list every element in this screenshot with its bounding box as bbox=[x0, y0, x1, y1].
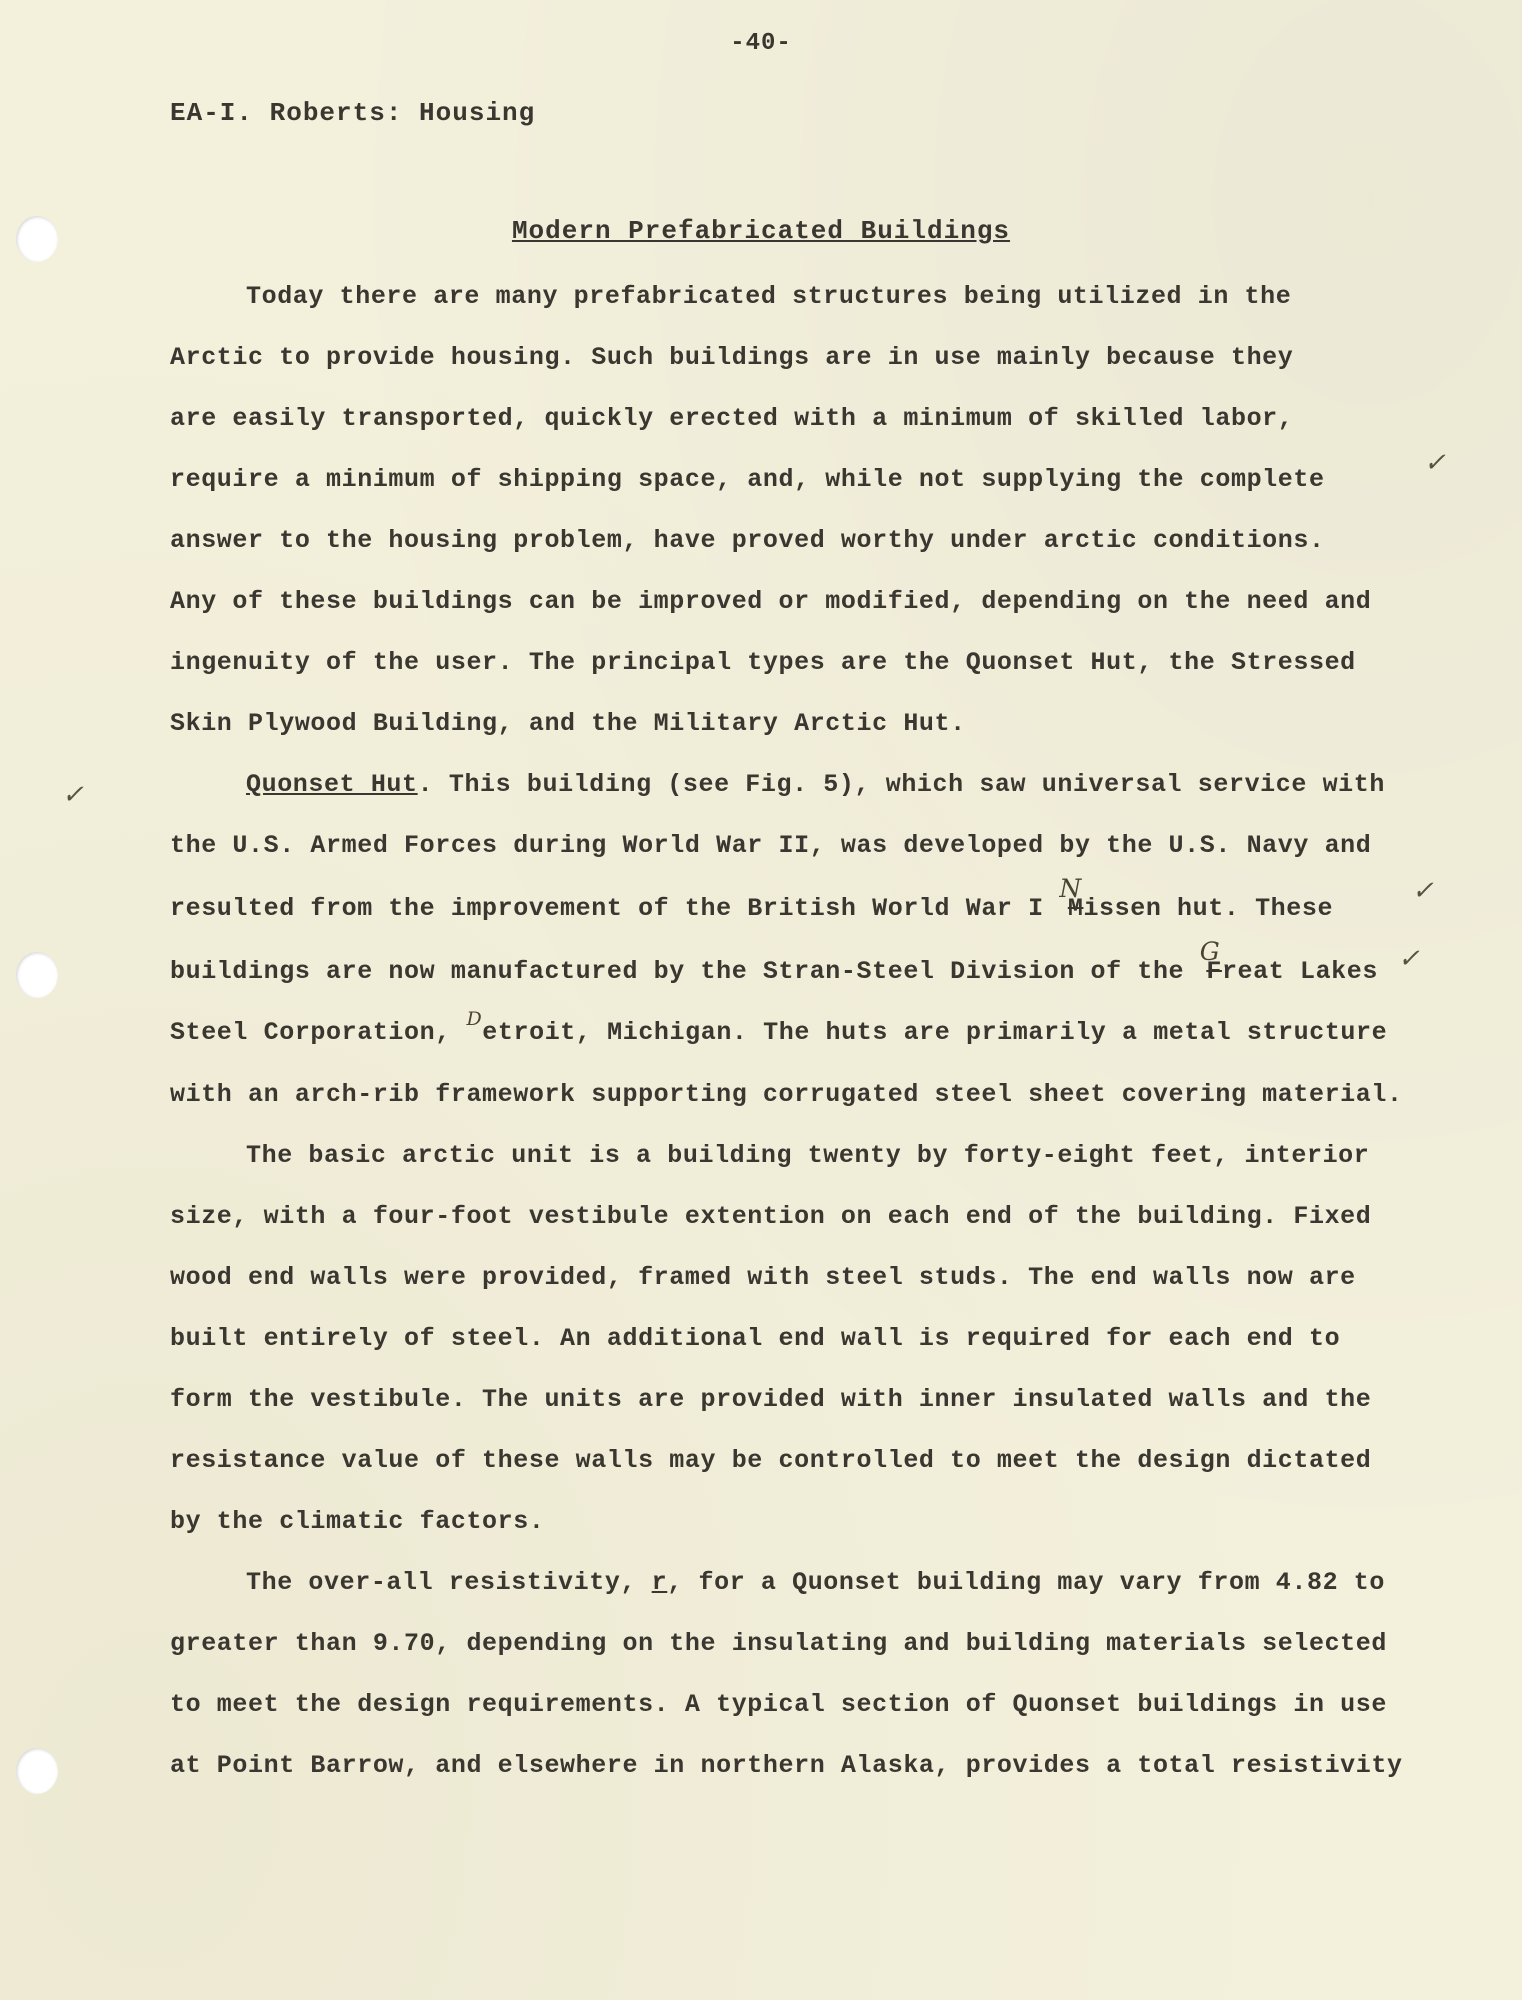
punch-hole bbox=[16, 952, 58, 998]
text-line: size, with a four-foot vestibule extention on each end of the building. Fixed bbox=[170, 1202, 1372, 1231]
paragraph bbox=[170, 266, 1380, 754]
check-mark-icon: ✓ bbox=[1412, 876, 1434, 906]
text-line: resistance value of these walls may be controlled to meet the design dictated bbox=[170, 1446, 1372, 1475]
handwritten-correction: D bbox=[466, 1008, 483, 1030]
text-line: The basic arctic unit is a building twenty by forty-eight feet, interior bbox=[246, 1141, 1370, 1170]
text-line: by the climatic factors. bbox=[170, 1507, 545, 1536]
text-line: require a minimum of shipping space, and, while not supplying the complete bbox=[170, 465, 1325, 494]
text-line: Arctic to provide housing. Such buildings are in use mainly because they bbox=[170, 343, 1294, 372]
text-line: buildings are now manufactured by the Stran-Steel Division of the GFreat Lakes bbox=[170, 937, 1378, 986]
punch-hole bbox=[16, 1748, 58, 1794]
subsection-heading: Quonset Hut bbox=[246, 770, 418, 799]
handwritten-correction: G bbox=[1199, 937, 1221, 966]
running-head: EA-I. Roberts: Housing bbox=[170, 98, 536, 128]
text-line: wood end walls were provided, framed with steel studs. The end walls now are bbox=[170, 1263, 1356, 1292]
symbol-r: r bbox=[651, 1568, 668, 1597]
text-line: Any of these buildings can be improved or modified, depending on the need and bbox=[170, 587, 1372, 616]
paragraph bbox=[170, 754, 1403, 1125]
paragraph bbox=[170, 1552, 1403, 1796]
paragraph bbox=[170, 1125, 1380, 1552]
text-line: with an arch-rib framework supporting corrugated steel sheet covering material. bbox=[170, 1080, 1403, 1109]
text-line: at Point Barrow, and elsewhere in northern Alaska, provides a total resistivity bbox=[170, 1751, 1403, 1780]
text-line: to meet the design requirements. A typical section of Quonset buildings in use bbox=[170, 1690, 1387, 1719]
text-line: ingenuity of the user. The principal types are the Quonset Hut, the Stressed bbox=[170, 648, 1356, 677]
text-line: Today there are many prefabricated structures being utilized in the bbox=[246, 282, 1292, 311]
check-mark-icon: ✓ bbox=[1398, 944, 1420, 974]
text-line: The over-all resistivity, r, for a Quonset building may vary from 4.82 to bbox=[246, 1568, 1385, 1597]
text-line: form the vestibule. The units are provided with inner insulated walls and the bbox=[170, 1385, 1372, 1414]
section-title: Modern Prefabricated Buildings bbox=[511, 216, 1011, 246]
text-line: built entirely of steel. An additional end wall is required for each end to bbox=[170, 1324, 1341, 1353]
text-line: answer to the housing problem, have proved worthy under arctic conditions. bbox=[170, 526, 1325, 555]
text-line: are easily transported, quickly erected with a minimum of skilled labor, bbox=[170, 404, 1294, 433]
struck-letter: F bbox=[1206, 957, 1222, 986]
text-line: the U.S. Armed Forces during World War II, was developed by the U.S. Navy and bbox=[170, 831, 1372, 860]
page-number: -40- bbox=[730, 30, 792, 57]
text-line: resulted from the improvement of the British World War I NMissen hut. These bbox=[170, 874, 1334, 923]
text-line: Skin Plywood Building, and the Military Arctic Hut. bbox=[170, 709, 966, 738]
text-line: greater than 9.70, depending on the insulating and building materials selected bbox=[170, 1629, 1387, 1658]
body-text bbox=[170, 266, 1403, 1796]
text-line: Steel Corporation, $^D$etroit, Michigan. The huts are primarily a metal structure bbox=[170, 1008, 1388, 1047]
handwritten-correction: N bbox=[1059, 874, 1082, 903]
check-mark-icon: ✓ bbox=[1424, 448, 1446, 478]
struck-letter: M bbox=[1067, 894, 1084, 923]
text-line: Quonset Hut. This building (see Fig. 5), which saw universal service with bbox=[246, 770, 1385, 799]
check-mark-icon: ✓ bbox=[62, 780, 84, 810]
